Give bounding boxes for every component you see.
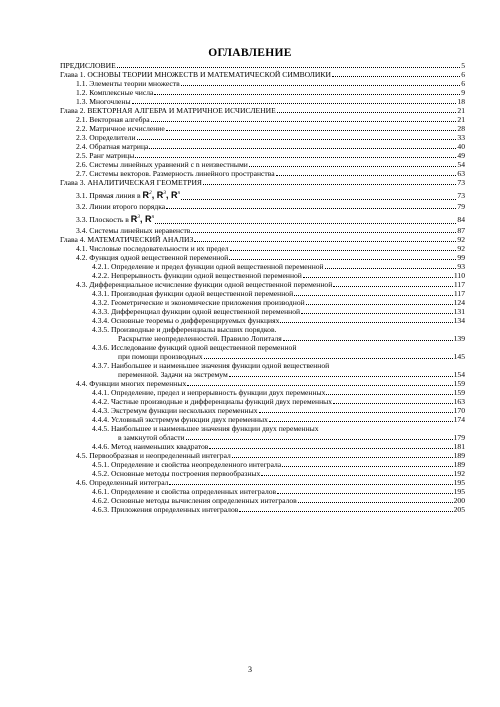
- dot-leader: [149, 148, 456, 149]
- math-r2-r3-rn: $R^2$, $R^3$, $R^n$: [142, 190, 181, 200]
- toc-entry-page: 154: [453, 370, 465, 379]
- toc-entry[interactable]: [60, 151, 465, 160]
- toc-entry-page: 79: [457, 202, 465, 211]
- toc-entry-title: 2.7. Системы векторов. Размерность линейного пространства: [76, 169, 275, 178]
- toc-entry[interactable]: [60, 496, 465, 505]
- toc-entry-title: 1.1. Элементы теории множеств: [76, 79, 180, 88]
- toc-entry-title: 4.6.1. Определение и свойства определенных интегралов: [92, 487, 277, 496]
- dot-leader: [229, 376, 453, 377]
- toc-entry-page: 205: [453, 505, 465, 514]
- toc-title: ОГЛАВЛЕНИЕ: [208, 47, 292, 59]
- dot-leader: [232, 457, 453, 458]
- math-r3-rn: $R^3$, $R^n$: [130, 214, 155, 224]
- page-number: 3: [248, 665, 252, 674]
- toc-entry[interactable]: [60, 280, 465, 289]
- dot-leader: [209, 448, 452, 449]
- toc-entry-title: Глава 2. ВЕКТОРНАЯ АЛГЕБРА И МАТРИЧНОЕ ИСЧИСЛЕНИЕ: [60, 106, 276, 115]
- dot-leader: [282, 466, 452, 467]
- toc-entry-page: 134: [453, 316, 465, 325]
- dot-leader: [181, 199, 456, 200]
- toc-entry-title: 3.2. Линии второго порядка: [76, 202, 166, 211]
- toc-entry-title: Глава 4. МАТЕМАТИЧЕСКИЙ АНАЛИЗ: [60, 235, 194, 244]
- dot-leader: [333, 286, 453, 287]
- toc-entry[interactable]: [60, 169, 465, 178]
- toc-entry[interactable]: [60, 415, 465, 424]
- dot-leader: [261, 475, 452, 476]
- toc-entry-continuation[interactable]: [60, 433, 465, 442]
- toc-entry-page: 73: [457, 191, 465, 200]
- toc-entry-title: 2.5. Ранг матрицы: [76, 151, 135, 160]
- toc-entry-page: 200: [453, 496, 465, 505]
- toc-entry-text: 3.1. Прямая линия в: [76, 191, 141, 200]
- toc-entry[interactable]: [60, 307, 465, 316]
- dot-leader: [301, 313, 453, 314]
- toc-entry-title: 4.2. Функция одной вещественной переменной: [76, 253, 229, 262]
- dot-leader: [283, 340, 453, 341]
- toc-entry-page: 117: [453, 280, 465, 289]
- toc-entry-page: 18: [457, 97, 465, 106]
- toc-entry-page: 92: [457, 244, 465, 253]
- toc-entry-page: 195: [453, 487, 465, 496]
- toc-entry-page: 84: [457, 215, 465, 224]
- toc-entry-page: 192: [453, 469, 465, 478]
- toc-entry-title: 2.1. Векторная алгебра: [76, 115, 150, 124]
- toc-entry[interactable]: [60, 61, 465, 70]
- dot-leader: [325, 268, 457, 269]
- toc-entry-page: 73: [457, 178, 465, 187]
- dot-leader: [191, 232, 456, 233]
- toc-entry-page: 54: [457, 160, 465, 169]
- toc-entry-title: 4.4.1. Определение, предел и непрерывность функции двух переменных: [92, 388, 326, 397]
- toc-entry-page: 110: [453, 271, 465, 280]
- toc-entry-title: 4.2.2. Непрерывность функции одной вещественной переменной: [92, 271, 302, 280]
- toc-entry-title: 4.3. Дифференциальное исчисление функции одной вещественной переменной: [76, 280, 333, 289]
- toc-entry[interactable]: [60, 253, 465, 262]
- dot-leader: [166, 130, 457, 131]
- toc-entry[interactable]: [60, 343, 465, 352]
- toc-entry-page: 195: [453, 478, 465, 487]
- toc-entry[interactable]: [60, 325, 465, 334]
- toc-entry[interactable]: [60, 124, 465, 133]
- toc-entry[interactable]: [60, 478, 465, 487]
- toc-entry-title-cont: Раскрытие неопределенностей. Правило Лопиталя: [118, 334, 282, 343]
- toc-entry-page: 9: [461, 88, 465, 97]
- toc-entry-page: 189: [453, 451, 465, 460]
- dot-leader: [276, 175, 457, 176]
- toc-entry-title-cont: при помощи производных: [118, 352, 203, 361]
- toc-entry[interactable]: [60, 379, 465, 388]
- toc-entry-title: 4.3.6. Исследование функций одной вещественной переменной: [92, 343, 297, 352]
- dot-leader: [277, 112, 457, 113]
- toc-entry-title: 1.3. Многочлены: [76, 97, 131, 106]
- toc-entry-page: 87: [457, 226, 465, 235]
- toc-entry-page: 189: [453, 460, 465, 469]
- dot-leader: [204, 358, 453, 359]
- toc-entry[interactable]: [60, 178, 465, 187]
- toc-entry-page: 139: [453, 334, 465, 343]
- toc-entry-title: 2.3. Определители: [76, 133, 136, 142]
- toc-entry-title: 4.3.3. Дифференциал функции одной вещественной переменной: [92, 307, 301, 316]
- toc-entry[interactable]: [60, 70, 465, 79]
- toc-entry[interactable]: [60, 505, 465, 514]
- toc-entry-title: 4.3.2. Геометрические и экономические приложения производной: [92, 298, 305, 307]
- toc-entry[interactable]: [60, 424, 465, 433]
- toc-entry-title: Глава 3. АНАЛИТИЧЕСКАЯ ГЕОМЕТРИЯ: [60, 178, 203, 187]
- dot-leader: [303, 277, 453, 278]
- toc-entry-title: 4.5.2. Основные методы построения первообразных: [92, 469, 261, 478]
- toc-entry[interactable]: [60, 88, 465, 97]
- dot-leader: [230, 250, 457, 251]
- toc-entry-page: 170: [453, 406, 465, 415]
- toc-entry-continuation[interactable]: [60, 370, 465, 379]
- toc-entry-title: 4.2.1. Определение и предел функции одной вещественной переменной: [92, 262, 324, 271]
- toc-entry[interactable]: [60, 106, 465, 115]
- toc-entry-continuation[interactable]: [60, 334, 465, 343]
- dot-leader: [166, 208, 456, 209]
- dot-leader: [332, 76, 460, 77]
- toc-entry-page: 179: [453, 433, 465, 442]
- toc-entry-page: 99: [457, 253, 465, 262]
- dot-leader: [117, 67, 460, 68]
- toc-entry[interactable]: [60, 160, 465, 169]
- toc-entry-page: 63: [457, 169, 465, 178]
- toc-entry-title: 4.4.5. Наибольшее и наименьшее значения функции двух переменных: [92, 424, 319, 433]
- toc-entry-title: 1.2. Комплексные числа: [76, 88, 154, 97]
- toc-entry-page: 145: [453, 352, 465, 361]
- toc-entry-title: 4.6.3. Приложения определенных интегралов: [92, 505, 239, 514]
- toc-entry-title: 2.4. Обратная матрица: [76, 142, 149, 151]
- dot-leader: [194, 241, 456, 242]
- toc-entry-text: 3.3. Плоскость в: [76, 215, 129, 224]
- toc-entry[interactable]: [60, 388, 465, 397]
- toc-entry-page: 93: [457, 262, 465, 271]
- toc-entry-page: 40: [457, 142, 465, 151]
- dot-leader: [306, 304, 453, 305]
- toc-entry[interactable]: [60, 142, 465, 151]
- toc-entry-title: 2.6. Системы линейных уравнений с n неизвестными: [76, 160, 248, 169]
- dot-leader: [294, 295, 453, 296]
- toc-entry-title: 4.4.3. Экстремум функции нескольких переменных: [92, 406, 258, 415]
- dot-leader: [154, 94, 460, 95]
- toc-entry-title: [76, 211, 154, 226]
- table-of-contents: [60, 61, 465, 514]
- toc-entry[interactable]: [60, 235, 465, 244]
- toc-entry-page: 117: [453, 289, 465, 298]
- dot-leader: [280, 322, 452, 323]
- toc-entry-title: 4.6.2. Основные методы вычисления определенных интегралов: [92, 496, 297, 505]
- toc-entry-title: 4.4. Функции многих переменных: [76, 379, 187, 388]
- toc-entry[interactable]: [60, 244, 465, 253]
- dot-leader: [155, 223, 456, 224]
- toc-entry-page: 33: [457, 133, 465, 142]
- toc-entry[interactable]: [60, 226, 465, 235]
- toc-entry[interactable]: [60, 487, 465, 496]
- toc-entry-title: 4.5. Первообразная и неопределенный интеграл: [76, 451, 231, 460]
- toc-entry-page: 163: [453, 397, 465, 406]
- dot-leader: [186, 439, 453, 440]
- dot-leader: [181, 85, 461, 86]
- toc-entry-title: 4.6. Определенный интеграл: [76, 478, 169, 487]
- toc-entry-title: 3.4. Системы линейных неравенств: [76, 226, 191, 235]
- toc-entry-title: 4.4.6. Метод наименьших квадратов: [92, 442, 209, 451]
- toc-entry-title: Глава 1. ОСНОВЫ ТЕОРИИ МНОЖЕСТВ И МАТЕМАТИЧЕСКОЙ СИМВОЛИКИ: [60, 70, 331, 79]
- dot-leader: [249, 166, 457, 167]
- toc-entry-title: 4.3.5. Производные и дифференциалы высших порядков.: [92, 325, 277, 334]
- dot-leader: [259, 412, 453, 413]
- toc-entry-page: 28: [457, 124, 465, 133]
- toc-entry-title: [76, 187, 180, 202]
- toc-entry-continuation[interactable]: [60, 352, 465, 361]
- toc-entry-page: 21: [457, 106, 465, 115]
- toc-entry[interactable]: [60, 133, 465, 142]
- toc-entry[interactable]: [60, 469, 465, 478]
- toc-entry[interactable]: [60, 262, 465, 271]
- toc-entry-page: 5: [461, 61, 465, 70]
- toc-entry[interactable]: [60, 115, 465, 124]
- dot-leader: [277, 493, 452, 494]
- toc-entry[interactable]: [60, 271, 465, 280]
- toc-entry-title: 4.3.4. Основные теоремы о дифференцируемых функциях: [92, 316, 280, 325]
- toc-entry[interactable]: [60, 97, 465, 106]
- toc-entry[interactable]: [60, 298, 465, 307]
- toc-entry-title: 4.3.1. Производная функции одной вещественной переменной: [92, 289, 294, 298]
- toc-entry-title: 4.4.2. Частные производные и дифференциалы функций двух переменных: [92, 397, 333, 406]
- dot-leader: [187, 385, 452, 386]
- dot-leader: [151, 121, 457, 122]
- toc-entry[interactable]: [60, 202, 465, 211]
- toc-entry-title: ПРЕДИСЛОВИЕ: [60, 61, 116, 70]
- toc-entry-page: 6: [461, 70, 465, 79]
- dot-leader: [269, 421, 453, 422]
- dot-leader: [169, 484, 452, 485]
- toc-entry-page: 174: [453, 415, 465, 424]
- toc-entry[interactable]: [60, 211, 465, 226]
- toc-entry[interactable]: [60, 442, 465, 451]
- toc-entry-page: 6: [461, 79, 465, 88]
- toc-entry-page: 49: [457, 151, 465, 160]
- toc-entry-page: 124: [453, 298, 465, 307]
- toc-entry-title: 4.3.7. Наибольшее и наименьшее значения функции одной вещественной: [92, 361, 330, 370]
- toc-entry-title: 4.1. Числовые последовательности и их предел: [76, 244, 229, 253]
- toc-entry[interactable]: [60, 187, 465, 202]
- toc-entry-title-cont: в замкнутой области: [118, 433, 185, 442]
- toc-entry-page: 181: [453, 442, 465, 451]
- toc-entry[interactable]: [60, 79, 465, 88]
- toc-entry-page: 92: [457, 235, 465, 244]
- toc-entry-page: 159: [453, 388, 465, 397]
- dot-leader: [326, 394, 452, 395]
- toc-entry-title: 4.4.4. Условный экстремум функции двух переменных: [92, 415, 268, 424]
- toc-entry-page: 159: [453, 379, 465, 388]
- toc-entry[interactable]: [60, 397, 465, 406]
- toc-entry[interactable]: [60, 406, 465, 415]
- toc-entry-page: 21: [457, 115, 465, 124]
- toc-entry-page: 131: [453, 307, 465, 316]
- dot-leader: [333, 403, 453, 404]
- toc-entry[interactable]: [60, 316, 465, 325]
- dot-leader: [239, 511, 452, 512]
- dot-leader: [203, 184, 456, 185]
- toc-entry[interactable]: [60, 460, 465, 469]
- dot-leader: [135, 157, 456, 158]
- toc-entry[interactable]: [60, 361, 465, 370]
- dot-leader: [298, 502, 453, 503]
- toc-entry-title-cont: переменной. Задачи на экстремум: [118, 370, 228, 379]
- dot-leader: [229, 259, 456, 260]
- toc-entry[interactable]: [60, 289, 465, 298]
- dot-leader: [132, 103, 457, 104]
- toc-entry-title: 2.2. Матричное исчисление: [76, 124, 165, 133]
- dot-leader: [137, 139, 457, 140]
- toc-entry[interactable]: [60, 451, 465, 460]
- toc-entry-title: 4.5.1. Определение и свойства неопределенного интеграла: [92, 460, 282, 469]
